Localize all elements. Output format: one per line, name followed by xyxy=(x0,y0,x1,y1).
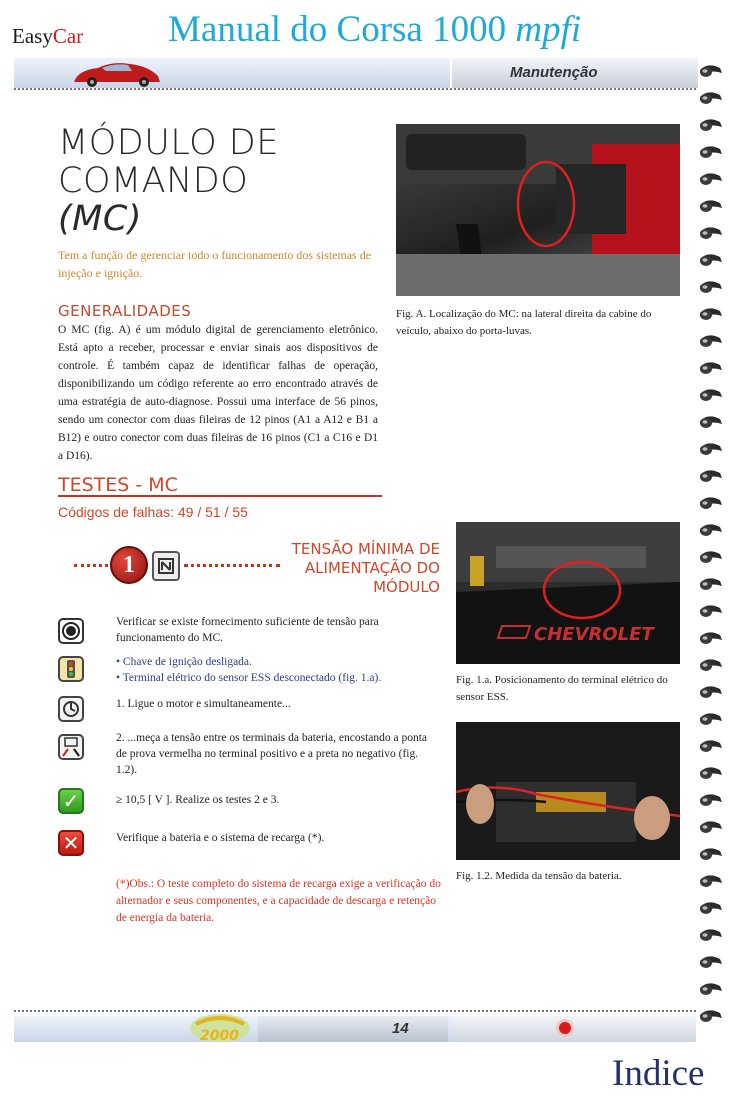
header-dotted-rule xyxy=(14,88,696,90)
spiral-ring-icon xyxy=(700,713,722,725)
manual-title-mpfi: mpfi xyxy=(515,9,582,50)
generalidades-text: O MC (fig. A) é um módulo digital de gerenciamento eletrônico. Está apto a receber, processar e enviar sinais aos dispositivos de controle. É também capaz de identificar falhas de operação, disponibilizando um código referente ao erro encontrado através de uma estratégia de auto-diagnose. Possui uma interface de 56 pinos, sendo um conector com duas fileiras de 12 pinos (A1 a A12 e B1 a B12) e outro conector com duas fileiras de 16 pinos (C1 a C16 e D1 a D16). xyxy=(58,324,378,462)
spiral-ring-icon xyxy=(700,902,722,914)
manual-title xyxy=(168,8,581,51)
testes-rule xyxy=(58,495,382,497)
result-fail-text: Verifique a bateria e o sistema de recarga (*). xyxy=(116,832,325,844)
spiral-ring-icon xyxy=(700,632,722,644)
spiral-ring-icon xyxy=(700,281,722,293)
traffic-light-icon xyxy=(58,656,84,682)
easycar-logo xyxy=(12,24,83,49)
step-title-line-2: ALIMENTAÇÃO DO xyxy=(304,559,440,577)
spiral-ring-icon xyxy=(700,200,722,212)
spiral-ring-icon xyxy=(700,524,722,536)
title-line-1: MÓDULO DE xyxy=(58,123,279,163)
chevrolet-text: CHEVROLET xyxy=(534,624,654,645)
intro-text: Tem a função de gerenciar todo o funcionamento dos sistemas de injeção e ignição. xyxy=(58,248,372,280)
fig-a-caption: Fig. A. Localização do MC: na lateral direita da cabine do veículo, abaixo do porta-luvas. xyxy=(396,308,652,337)
page-number: 14 xyxy=(392,1020,409,1037)
engine-start-icon xyxy=(58,696,84,722)
footer-dotted-rule xyxy=(14,1010,696,1012)
fig-1a-caption: Fig. 1.a. Posicionamento do terminal elétrico do sensor ESS. xyxy=(456,674,668,703)
spiral-ring-icon xyxy=(700,821,722,833)
top-bar xyxy=(0,0,734,58)
check-icon: ✓ xyxy=(58,788,84,814)
spiral-ring-icon xyxy=(700,416,722,428)
spiral-ring-icon xyxy=(700,470,722,482)
step-number-badge: 1 xyxy=(110,546,148,584)
error-x-icon: ✕ xyxy=(58,830,84,856)
spiral-ring-icon xyxy=(700,686,722,698)
footer-red-dot xyxy=(559,1022,571,1034)
step-dots-left xyxy=(74,564,114,567)
spiral-ring-icon xyxy=(700,92,722,104)
spiral-ring-icon xyxy=(700,254,722,266)
step-title-line-3: MÓDULO xyxy=(373,578,440,596)
brand-easy: Easy xyxy=(12,24,53,48)
brand-car: Car xyxy=(52,24,84,48)
spiral-ring-icon xyxy=(700,389,722,401)
section-tab-label: Manutenção xyxy=(510,64,598,81)
fig-12-photo xyxy=(456,722,680,860)
spiral-ring-icon xyxy=(700,308,722,320)
svg-text:2000: 2000 xyxy=(200,1028,239,1044)
testes-heading: TESTES - MC xyxy=(58,474,178,496)
fig-a-photo xyxy=(396,124,680,296)
result-ok-text: ≥ 10,5 [ V ]. Realize os testes 2 e 3. xyxy=(116,794,280,806)
spiral-ring-icon xyxy=(700,119,722,131)
spiral-binding xyxy=(698,58,728,1036)
spiral-ring-icon xyxy=(700,875,722,887)
car-illustration-icon xyxy=(68,58,164,88)
verify-text: Verificar se existe fornecimento suficiente de tensão para funcionamento do MC. xyxy=(116,616,379,644)
step-measure-text: 2. ...meça a tensão entre os terminais da bateria, encostando a ponta de prova vermelha no terminal positivo e a preta no negativo (fig. 1.2). xyxy=(116,732,428,776)
step-dots-right xyxy=(184,564,280,567)
observation-note: (*)Obs.: O teste completo do sistema de recarga exige a verificação do alternador e seus componentes, e a capacidade de descarga e retenção de energia da bateria. xyxy=(116,878,441,924)
manual-page xyxy=(14,58,696,1048)
bullet-ignition-off: • Chave de ignição desligada. xyxy=(116,656,252,668)
spiral-ring-icon xyxy=(700,227,722,239)
spiral-ring-icon xyxy=(700,767,722,779)
spiral-ring-icon xyxy=(700,443,722,455)
corsa-2000-logo xyxy=(186,1008,254,1046)
spiral-ring-icon xyxy=(700,1010,722,1022)
spiral-ring-icon xyxy=(700,497,722,509)
spiral-ring-icon xyxy=(700,794,722,806)
voltmeter-icon xyxy=(58,734,84,760)
title-line-3: (MC) xyxy=(58,199,142,239)
fault-codes: Códigos de falhas: 49 / 51 / 55 xyxy=(58,504,248,520)
spiral-ring-icon xyxy=(700,146,722,158)
page-title xyxy=(58,124,279,238)
spiral-ring-icon xyxy=(700,929,722,941)
spiral-ring-icon xyxy=(700,335,722,347)
fig-12-caption: Fig. 1.2. Medida da tensão da bateria. xyxy=(456,870,622,882)
spiral-ring-icon xyxy=(700,956,722,968)
step-engine-text: 1. Ligue o motor e simultaneamente... xyxy=(116,698,291,710)
fig-1a-photo xyxy=(456,522,680,664)
spiral-ring-icon xyxy=(700,605,722,617)
spiral-ring-icon xyxy=(700,983,722,995)
spiral-ring-icon xyxy=(700,551,722,563)
spiral-ring-icon xyxy=(700,173,722,185)
spiral-ring-icon xyxy=(700,740,722,752)
footer-right-panel xyxy=(452,1016,696,1042)
manual-title-main: Manual do Corsa 1000 xyxy=(168,9,516,50)
module-icon xyxy=(152,551,180,581)
spiral-ring-icon xyxy=(700,65,722,77)
indice-link[interactable]: Indice xyxy=(612,1053,705,1094)
generalidades-heading: GENERALIDADES xyxy=(58,302,192,320)
step-title-line-1: TENSÃO MÍNIMA DE xyxy=(291,540,440,558)
spiral-ring-icon xyxy=(700,659,722,671)
step-title xyxy=(276,540,440,597)
spiral-ring-icon xyxy=(700,578,722,590)
target-icon xyxy=(58,618,84,644)
title-line-2: COMANDO xyxy=(58,161,249,201)
spiral-ring-icon xyxy=(700,362,722,374)
spiral-ring-icon xyxy=(700,848,722,860)
section-tab xyxy=(450,58,698,88)
footer-page-box xyxy=(258,1016,448,1042)
bullet-ess-disconnected: • Terminal elétrico do sensor ESS desconectado (fig. 1.a). xyxy=(116,672,382,684)
